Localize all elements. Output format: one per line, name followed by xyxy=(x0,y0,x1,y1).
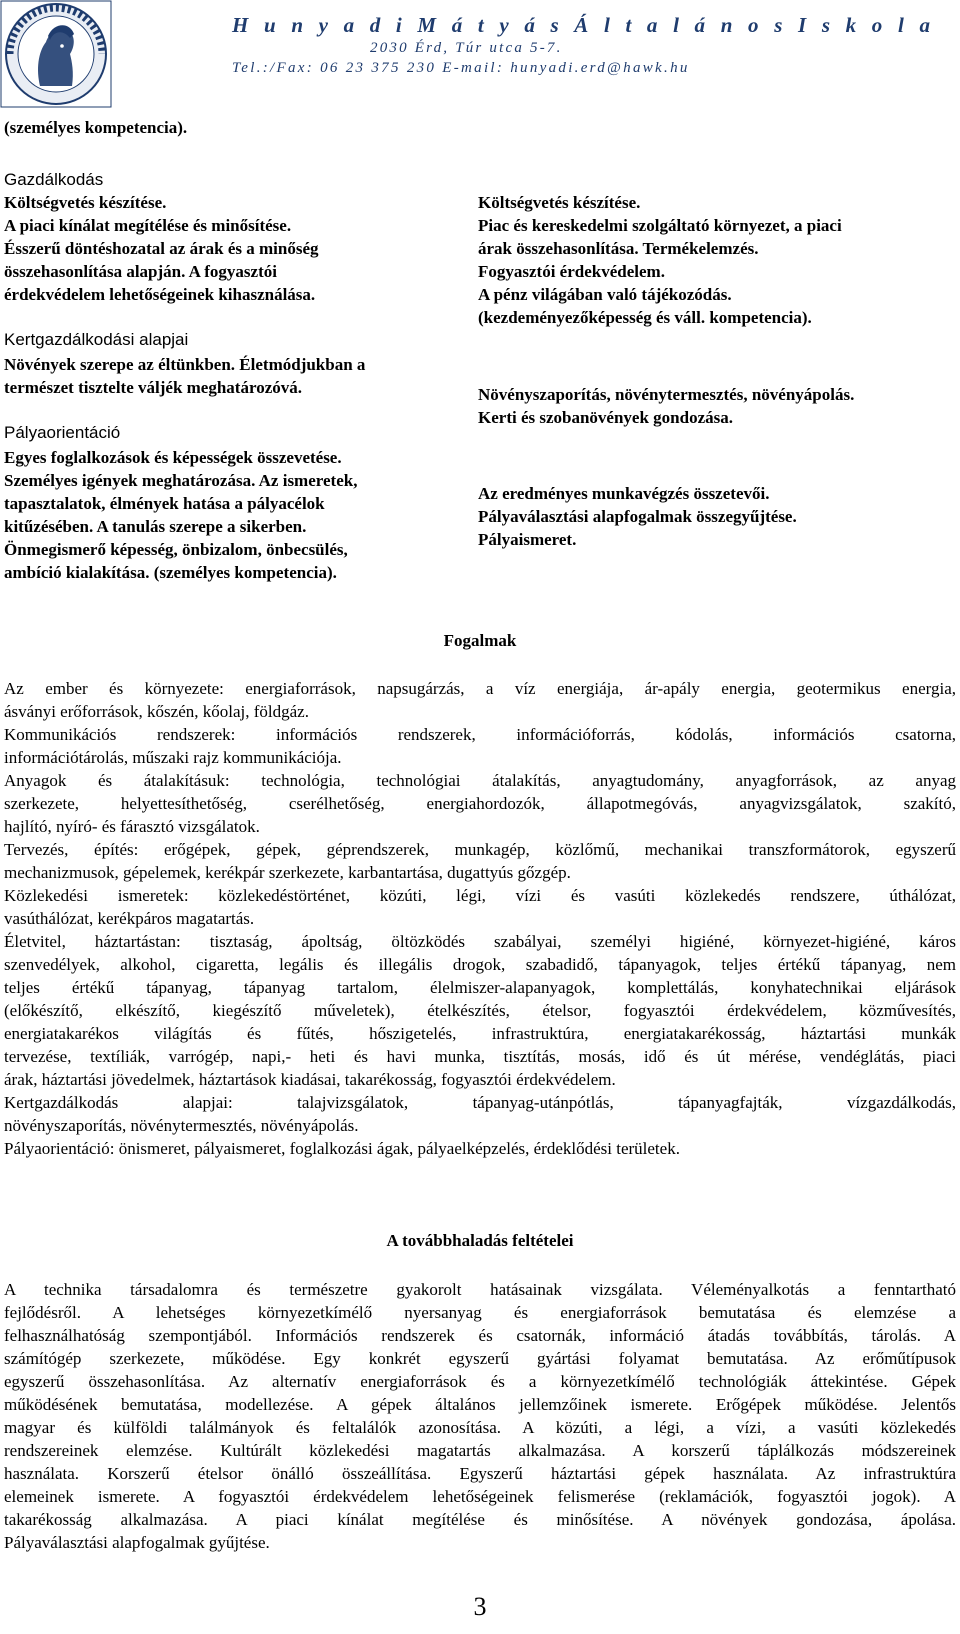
letterhead xyxy=(0,0,960,112)
left-gazd-line: Költségvetés készítése. xyxy=(4,193,167,212)
paragraph-line: fejlődésről. A lehetséges környezetkímélő nyersanyag és energiaforrások bemutatása és elemzése a xyxy=(4,1303,956,1322)
paragraph-line: Az ember és környezete: energiaforrások, napsugárzás, a víz energiája, ár-apály energia, geotermikus energia, xyxy=(4,679,956,698)
section-heading-palyaorientacio: Pályaorientáció xyxy=(4,423,121,442)
paragraph-line: információtárolás, műszaki rajz kommunikációja. xyxy=(4,748,342,767)
right-gazd-line: (kezdeményezőképesség és váll. kompetencia). xyxy=(478,308,812,327)
paragraph-line: Pályaválasztási alapfogalmak gyűjtése. xyxy=(4,1533,270,1552)
school-address: 2030 Érd, Túr utca 5-7. xyxy=(370,40,563,56)
right-column-palya xyxy=(478,482,797,551)
paragraph-line: hajlító, nyíró- és fárasztó vizsgálatok. xyxy=(4,817,260,836)
paragraph-line: Pályaorientáció: önismeret, pályaismeret, foglalkozási ágak, pályaelképzelés, érdeklődési területek. xyxy=(4,1139,680,1158)
paragraph-line: számítógép szerkezete, működése. Egy konkrét egyszerű gyártási folyamat bemutatása. Az erőműtípusok xyxy=(4,1349,956,1368)
right-gazd-line: A pénz világában való tájékozódás. xyxy=(478,285,732,304)
right-kert-line: Kerti és szobanövények gondozása. xyxy=(478,408,733,427)
right-gazd-line: Költségvetés készítése. xyxy=(478,193,641,212)
letterhead-text xyxy=(232,12,935,78)
left-column xyxy=(4,168,365,584)
right-palya-line: Pályaismeret. xyxy=(478,530,577,549)
school-contact: Tel.:/Fax: 06 23 375 230 E-mail: hunyadi.erd@hawk.hu xyxy=(232,60,690,76)
left-gazd-line: Ésszerű döntéshozatal az árak és a minőség xyxy=(4,239,319,258)
paragraph-line: teljes értékű tápanyag, tápanyag tartalom, élelmiszer-alapanyagok, komplettálás, konyhatechnikai eljárások xyxy=(4,978,956,997)
paragraph-line: ásványi erőforrások, kőszén, kőolaj, földgáz. xyxy=(4,702,309,721)
right-palya-line: Az eredményes munkavégzés összetevői. xyxy=(478,484,770,503)
right-palya-line: Pályaválasztási alapfogalmak összegyűjtése. xyxy=(478,507,797,526)
school-name: H u n y a d i M á t y á s Á l t a l á n o s I s k o l a xyxy=(232,13,936,37)
paragraph-line: takarékosság alkalmazása. A piaci kínálat megítélése és minősítése. A növények gondozása, ápolása. xyxy=(4,1510,956,1529)
left-palya-line: Személyes igények meghatározása. Az ismeretek, xyxy=(4,471,358,490)
right-gazd-line: árak összehasonlítása. Termékelemzés. xyxy=(478,239,759,258)
right-gazd-line: Fogyasztói érdekvédelem. xyxy=(478,262,665,281)
right-column-gazd xyxy=(478,191,842,329)
tovabb-paragraph xyxy=(4,1278,956,1554)
paragraph-line: (előkészítő, elkészítő, kiegészítő műveletek), ételkészítés, ételsor, fogyasztói érdekvédelem, közművesítés, xyxy=(4,1001,956,1020)
school-logo-icon xyxy=(0,0,112,108)
paragraph-line: Kommunikációs rendszerek: információs rendszerek, információforrás, kódolás, információs csatorna, xyxy=(4,725,956,744)
paragraph-line: Közlekedési ismeretek: közlekedéstörténet, közúti, légi, vízi és vasúti közlekedés rendszere, úthálózat, xyxy=(4,886,956,905)
paragraph-line: mechanizmusok, gépelemek, kerékpár szerkezete, karbantartása, dugattyús gőzgép. xyxy=(4,863,571,882)
paragraph-line: működésének bemutatása, modellezése. A gépek általános jellemzőinek ismerete. Erőgépek működése. Jelentős xyxy=(4,1395,956,1414)
paragraph-line: elemeinek ismerete. A fogyasztói érdekvédelem lehetőségeinek felismerése (reklamációk, fogyasztói jogok). A xyxy=(4,1487,956,1506)
paragraph-line: vasúthálózat, kerékpáros magatartás. xyxy=(4,909,255,928)
section-heading-kertgazdalkodas: Kertgazdálkodási alapjai xyxy=(4,330,189,349)
left-palya-line: Egyes foglalkozások és képességek összevetése. xyxy=(4,448,342,467)
right-column-kert xyxy=(478,383,854,429)
paragraph-line: tervezése, textíliák, varrógép, napi,- heti és havi munka, tisztítás, mosás, idő és út mérése, vendéglátás, piaci xyxy=(4,1047,956,1066)
fogalmak-paragraph xyxy=(4,677,956,1160)
paragraph-line: rendszereinek elemzése. Kultúrált közlekedési magatartás alkalmazása. A korszerű táplálkozás módszereinek xyxy=(4,1441,956,1460)
left-kert-line: Növények szerepe az éltünkben. Életmódjukban a xyxy=(4,355,366,374)
continued-line xyxy=(4,116,187,139)
paragraph-line: Kertgazdálkodás alapjai: talajvizsgálatok, tápanyag-utánpótlás, tápanyagfajták, vízgazdálkodás, xyxy=(4,1093,956,1112)
continued-text: (személyes kompetencia). xyxy=(4,118,188,137)
paragraph-line: energiatakarékos világítás és fűtés, hőszigetelés, infrastruktúra, energiatakarékosság, háztartási munkák xyxy=(4,1024,956,1043)
paragraph-line: Anyagok és átalakításuk: technológia, technológiai átalakítás, anyagtudomány, anyagforrások, az anyag xyxy=(4,771,956,790)
paragraph-line: A technika társadalomra és természetre gyakorolt hatásainak vizsgálata. Véleményalkotás a fenntartható xyxy=(4,1280,956,1299)
section-heading-gazdalkodas: Gazdálkodás xyxy=(4,170,104,189)
right-kert-line: Növényszaporítás, növénytermesztés, növényápolás. xyxy=(478,385,855,404)
left-palya-line: ambíció kialakítása. (személyes kompetencia). xyxy=(4,563,337,582)
paragraph-line: növényszaporítás, növénytermesztés, növényápolás. xyxy=(4,1116,359,1135)
paragraph-line: használata. Korszerű ételsor önálló összeállítása. Egyszerű háztartási gépek használata. Az infrastruktúra xyxy=(4,1464,956,1483)
page-number: 3 xyxy=(473,1592,487,1621)
section-title-tovabbhaladas: A továbbhaladás feltételei xyxy=(386,1231,574,1250)
left-palya-line: tapasztalatok, élmények hatása a pályacélok xyxy=(4,494,325,513)
left-palya-line: Önmegismerő képesség, önbizalom, önbecsülés, xyxy=(4,540,348,559)
left-kert-line: természet tisztelte váljék meghatározóvá. xyxy=(4,378,302,397)
paragraph-line: Életvitel, háztartástan: tisztaság, ápoltság, öltözködés szabályai, személyi higiéné, környezet-higiéné, káros xyxy=(4,932,956,951)
left-gazd-line: A piaci kínálat megítélése és minősítése. xyxy=(4,216,292,235)
left-palya-line: kitűzésében. A tanulás szerepe a sikerben. xyxy=(4,517,307,536)
paragraph-line: felhasználhatóság szempontjából. Információs rendszerek és csatornák, információ átadás továbbítás, tárolás. A xyxy=(4,1326,956,1345)
right-gazd-line: Piac és kereskedelmi szolgáltató környezet, a piaci xyxy=(478,216,842,235)
paragraph-line: egyszerű összehasonlítása. Az alternatív energiaforrások és a környezetkímélő technológiák áttekintése. Gépek xyxy=(4,1372,956,1391)
section-title-fogalmak: Fogalmak xyxy=(443,631,517,650)
left-gazd-line: összehasonlítása alapján. A fogyasztói xyxy=(4,262,277,281)
paragraph-line: magyar és külföldi találmányok és feltalálók azonosítása. A közúti, a légi, a vízi, a vasúti közlekedés xyxy=(4,1418,956,1437)
paragraph-line: Tervezés, építés: erőgépek, gépek, géprendszerek, munkagép, közlőmű, mechanikai transzformátorok, egyszerű xyxy=(4,840,956,859)
paragraph-line: szenvedélyek, alkohol, cigaretta, legális és illegális drogok, szabadidő, tápanyagok, teljes értékű tápanyag, nem xyxy=(4,955,956,974)
left-gazd-line: érdekvédelem lehetőségeinek kihasználása. xyxy=(4,285,316,304)
paragraph-line: árak, háztartási jövedelmek, háztartások kiadásai, takarékosság, fogyasztói érdekvédelem. xyxy=(4,1070,616,1089)
paragraph-line: szerkezete, helyettesíthetőség, cserélhetőség, energiahordozók, állapotmegóvás, anyagvizsgálatok, szakító, xyxy=(4,794,956,813)
